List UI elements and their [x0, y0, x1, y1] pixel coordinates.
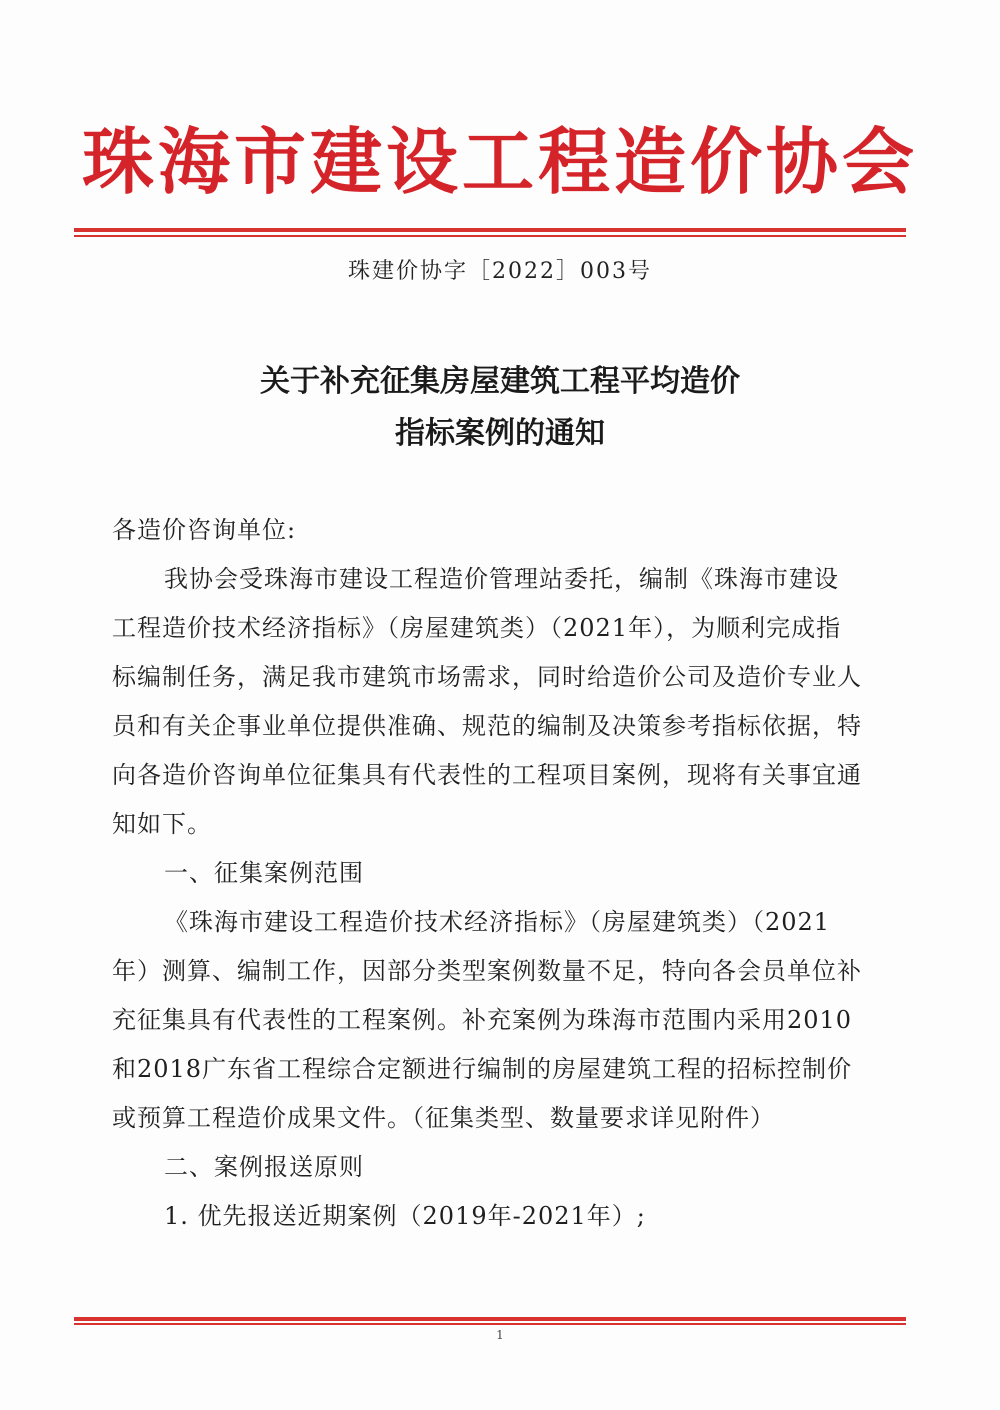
section-1-paragraph: 《珠海市建设工程造价技术经济指标》（房屋建筑类）（2021年）测算、编制工作，因部分类型案例数量不足，特向各会员单位补充征集具有代表性的工程案例。补充案例为珠海市范围内采用2010和2018广东省工程综合定额进行编制的房屋建筑工程的招标控制价或预算工程造价成果文件。（征集类型、数量要求详见附件）: [112, 908, 862, 1132]
intro-paragraph: 我协会受珠海市建设工程造价管理站委托，编制《珠海市建设工程造价技术经济指标》（房屋建筑类）（2021年），为顺利完成指标编制任务，满足我市建筑市场需求，同时给造价公司及造价专业人员和有关企事业单位提供准确、规范的编制及决策参考指标依据，特向各造价咨询单位征集具有代表性的工程项目案例，现将有关事宜通知如下。: [112, 565, 862, 838]
salutation: 各造价咨询单位:: [112, 516, 297, 544]
organization-masthead: 珠海市建设工程造价协会: [81, 119, 918, 204]
document-title: [0, 356, 1000, 460]
header-rule-thin: [74, 235, 906, 237]
document-number: 珠建价协字［2022］003号: [348, 259, 652, 284]
footer-rule-thick: [74, 1317, 906, 1321]
section-2-item-1: 1. 优先报送近期案例（2019年-2021年）;: [164, 1202, 646, 1230]
header-rule-thick: [74, 228, 906, 232]
page-number: 1: [496, 1328, 504, 1342]
section-1-heading: 一、征集案例范围: [164, 859, 364, 887]
section-2-heading: 二、案例报送原则: [164, 1153, 364, 1181]
title-line-2: 指标案例的通知: [395, 416, 605, 451]
document-body: [112, 506, 862, 1241]
title-line-1: 关于补充征集房屋建筑工程平均造价: [260, 364, 740, 399]
footer-rule-thin: [74, 1323, 906, 1325]
